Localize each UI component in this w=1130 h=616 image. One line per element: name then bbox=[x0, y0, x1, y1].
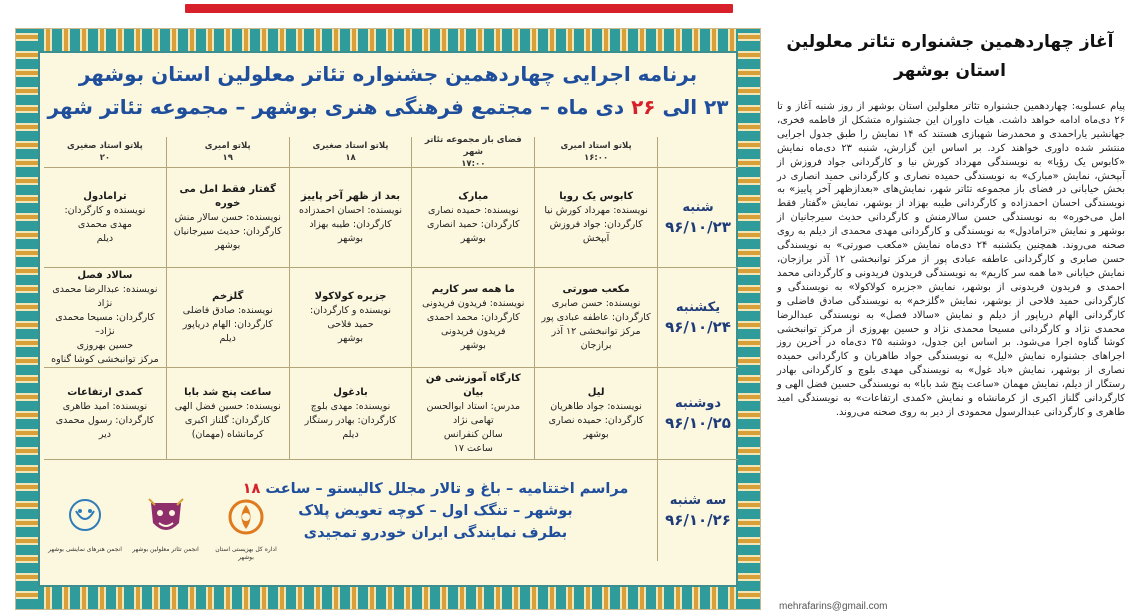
play-detail: کارگردان: الهام دریاپور bbox=[182, 318, 273, 330]
play-detail: نویسنده: حسین فضل الهی bbox=[174, 400, 281, 412]
subtitle-pre: ۲۳ الی bbox=[662, 95, 729, 119]
day-date: ۹۶/۱۰/۲۴ bbox=[665, 317, 731, 336]
decorative-border-top bbox=[16, 29, 760, 51]
performance-cell bbox=[535, 368, 658, 459]
venue-header bbox=[167, 137, 290, 167]
performance-cell bbox=[290, 168, 413, 267]
play-title: مبارک bbox=[458, 190, 489, 202]
performance-cell bbox=[290, 268, 413, 367]
play-detail: دیلم bbox=[342, 428, 359, 440]
venue-time: ۲۰ bbox=[99, 153, 111, 163]
play-detail: نویسنده: حسن سالار منش bbox=[174, 211, 281, 223]
play-detail: کارگردان: حدیث سیرجانیان bbox=[173, 225, 282, 237]
performance-cell bbox=[412, 168, 535, 267]
theater-mask-logo-icon bbox=[145, 497, 187, 543]
performance-cell bbox=[412, 368, 535, 459]
decorative-border-bottom bbox=[16, 587, 760, 609]
welfare-logo bbox=[209, 497, 283, 579]
day-name: سه شنبه bbox=[669, 492, 727, 508]
play-detail: حمید فلاحی bbox=[327, 318, 374, 330]
play-title: ترامادول bbox=[83, 190, 127, 202]
schedule-subtitle bbox=[40, 93, 736, 121]
venue-name: پلاتو استاد صغیری bbox=[66, 141, 143, 151]
venue-header bbox=[290, 137, 413, 167]
day-label bbox=[658, 368, 738, 459]
performance-cell bbox=[167, 268, 290, 367]
play-detail: نویسنده: حسن صابری bbox=[551, 297, 641, 309]
play-detail: نویسنده: احسان احمدزاده bbox=[299, 204, 403, 216]
play-detail: بوشهر bbox=[583, 428, 609, 440]
play-detail: بوشهر bbox=[337, 332, 364, 344]
venue-time: ۱۸ bbox=[345, 153, 356, 163]
venue-name: پلاتو استاد امیری bbox=[560, 141, 632, 151]
welfare-logo-icon bbox=[225, 497, 267, 543]
article-email[interactable]: mehrafarins@gmail.com bbox=[779, 601, 888, 612]
play-detail: نویسنده: صادق فاضلی bbox=[182, 304, 273, 316]
play-title: مکعب صورتی bbox=[562, 283, 630, 295]
play-title: جزیره کولاکولا bbox=[314, 290, 387, 302]
play-detail: نویسنده: امید طاهری bbox=[62, 400, 148, 412]
play-detail: نویسنده و کارگردان: bbox=[64, 204, 146, 216]
play-detail: کارگردان: گلناز اکبری bbox=[184, 414, 271, 426]
closing-venue: مراسم اختتامیه – باغ و تالار مجلل کالیستو – ساعت bbox=[265, 480, 629, 497]
venue-time: ۱۷:۰۰ bbox=[461, 159, 486, 169]
play-title: گلزخم bbox=[212, 290, 244, 302]
venue-time: ۱۶:۰۰ bbox=[584, 153, 609, 163]
decorative-border-left bbox=[16, 29, 38, 609]
venue-time: ۱۹ bbox=[222, 153, 233, 163]
play-title: کابوس یک رویا bbox=[559, 190, 634, 202]
closing-line-2: بوشهر – تنگک اول – کوچه تعویض پلاک bbox=[298, 502, 573, 519]
venue-header bbox=[412, 137, 535, 167]
play-detail: کارگردان: جواد فروزش bbox=[549, 218, 643, 230]
play-detail: نویسنده: جواد طاهریان bbox=[550, 400, 642, 412]
play-title: کارگاه آموزشی فن بیان bbox=[425, 372, 521, 398]
performance-cell bbox=[535, 168, 658, 267]
day-label bbox=[658, 460, 738, 561]
play-detail: دیلم bbox=[96, 232, 114, 244]
play-title: بعد از ظهر آخر پاییز bbox=[301, 190, 400, 202]
performing-arts-logo bbox=[48, 497, 122, 579]
news-article bbox=[775, 22, 1125, 612]
play-detail: کارگردان: حمید انصاری bbox=[427, 218, 520, 230]
table-row bbox=[44, 267, 738, 367]
day-name: یکشنبه bbox=[675, 299, 721, 315]
performance-cell bbox=[44, 368, 167, 459]
play-detail: کارگردان: رسول محمدی bbox=[55, 414, 155, 426]
play-detail: نویسنده: عبدالرضا محمدی نژاد bbox=[52, 283, 158, 309]
play-title: سالاد فصل bbox=[77, 269, 133, 281]
closing-line-3: بطرف نمایندگی ایران خودرو تمجیدی bbox=[303, 524, 568, 541]
article-title: آغاز چهاردهمین جشنواره تئاتر معلولین استان بوشهر bbox=[786, 32, 1114, 81]
play-detail: نویسنده: مهرداد کورش نیا bbox=[544, 204, 648, 216]
play-detail: نویسنده: فریدون فریدونی bbox=[422, 297, 525, 309]
play-detail: کارگردان: حمیده نصاری bbox=[548, 414, 644, 426]
disabled-theater-logo bbox=[129, 497, 203, 579]
play-title: کمدی ارتفاعات bbox=[67, 386, 143, 398]
play-detail: فریدون فریدونی bbox=[441, 325, 506, 337]
day-name: دوشنبه bbox=[674, 395, 722, 411]
venue-name: پلاتو امیری bbox=[204, 141, 251, 151]
closing-line-1 bbox=[243, 478, 629, 500]
day-header-spacer bbox=[658, 137, 738, 167]
performance-cell bbox=[290, 368, 413, 459]
play-detail: مدرس: استاد ابوالحسن تهامی نژاد bbox=[426, 400, 521, 426]
play-detail: بوشهر bbox=[460, 339, 486, 351]
day-label bbox=[658, 268, 738, 367]
performance-cell bbox=[167, 168, 290, 267]
day-label bbox=[658, 168, 738, 267]
play-detail: بوشهر bbox=[337, 232, 364, 244]
play-detail: بوشهر bbox=[215, 239, 241, 251]
venue-name: پلاتو استاد صغیری bbox=[312, 141, 389, 151]
day-name: شنبه bbox=[682, 199, 714, 215]
logo-caption: انجمن هنرهای نمایشی بوشهر bbox=[48, 546, 122, 553]
schedule-title: برنامه اجرایی چهاردهمین جشنواره تئاتر معلولین استان بوشهر bbox=[78, 62, 698, 86]
article-body: پیام عسلویه: چهاردهمین جشنواره تئاتر معلولین استان بوشهر از روز شنبه آغاز و تا ۲۶ دی‌ماه ادامه خواهد داشت. هیات داوران این جشنواره متشکل از فاطمه فخری، جهانشیر یاراحمدی و محمدرضا شهبازی هستند که ۱۴ نمایش را طبق جدول اجرایی منتشر شده داوری خواهند کرد. بر اساس این گزارش، شنبه ۲۳ دی‌ماه نمایش «کابوس یک رؤیا» به نویسندگی مهرداد کورش نیا و کارگردانی جواد فروزش از آبپخش، نمایش «مبارک» به نویسندگی حمیده نصاری و کارگردانی حمید انصاری در بخش خیابانی در فضای باز مجموعه تئاتر شهر، نمایش‌های «بعدازظهر آخر پاییز» به نویسندگی احسان احمدزاده و کارگردانی طیبه بهزاد از بوشهر، نمایش «گفتار فقط امل می‌خوره» به نویسندگی حسن سالارمنش و کارگردانی حدیث سیرجانیان از بوشهر و نمایش «ترامادول» به نویسندگی و کارگردانی مهدی محمدی از دیلم به روی صحنه می‌روند. همچنین یکشنبه ۲۴ دی‌ماه نمایش «مکعب صورتی» به نویسندگی حسن صابری و کارگردانی عاطفه عبادی پور از مرکز توانبخشی ۱۲ آذر برازجان، نمایش خیابانی «ما همه سر کاریم» به نویسندگی فریدون فریدونی و کارگردانی محمد احمدی و فریدون فریدونی از بوشهر، نمایش «جزیره کولاکولا» به نویسندگی و کارگردانی حمید فلاحی از بوشهر، نمایش «گلزخم» به نویسندگی صادق فاضلی و کارگردانی الهام دریاپور از دیلم و نمایش «سالاد فصل» به نویسندگی عبدالرضا محمدی نژاد و کارگردانی مسیحا محمدی نژاد و حسین بهروزی از مرکز توانبخشی کوشا گناوه اجرا می‌شود. بر اساس این جدول، دوشنبه ۲۵ دی‌ماه در آخرین روز اجراهای جشنواره نمایش «لیل» به نویسندگی جواد طاهریان و کارگردانی حمیده نصاری از بوشهر، نمایش «باد غول» به نویسندگی مهدی بلوچ و کارگردانی بهادر رستگار از دیلم، نمایش مهمان «ساعت پنج شد بابا» به نویسندگی حسین فضل الهی و کارگردانی گلناز اکبری از کرمانشاه و نمایش «کمدی ارتفاعات» به نویسندگی امید طاهری و کارگردانی عبدالرسول محمودی از دیر به روی صحنه می‌روند. bbox=[777, 101, 1125, 418]
play-title: ساعت پنج شد بابا bbox=[184, 386, 272, 398]
logo-caption: انجمن تئاتر معلولین بوشهر bbox=[132, 546, 199, 553]
performance-cell bbox=[412, 268, 535, 367]
play-detail: مهدی محمدی bbox=[77, 218, 132, 230]
table-row bbox=[44, 367, 738, 459]
play-detail: کارگردان: عاطفه عبادی پور bbox=[541, 311, 651, 323]
logo-caption: اداره کل بهزیستی استان بوشهر bbox=[215, 546, 277, 561]
play-title: ما همه سر کاریم bbox=[431, 283, 515, 295]
play-title: بادغول bbox=[333, 386, 368, 398]
play-detail: دیر bbox=[98, 428, 111, 440]
play-detail: کارگردان: طیبه بهزاد bbox=[309, 218, 392, 230]
performance-cell bbox=[535, 268, 658, 367]
venue-name: فضای باز مجموعه تئاتر شهر bbox=[424, 135, 522, 157]
play-detail: کارگردان: محمد احمدی bbox=[426, 311, 520, 323]
play-detail: آبپخش bbox=[582, 232, 610, 244]
play-detail: نویسنده: مهدی بلوچ bbox=[310, 400, 391, 412]
play-detail: سالن کنفرانس bbox=[443, 428, 503, 440]
performance-cell bbox=[167, 368, 290, 459]
venue-header bbox=[535, 137, 658, 167]
sponsor-logos bbox=[48, 497, 283, 579]
closing-hour: ۱۸ bbox=[242, 480, 261, 497]
play-detail: کرمانشاه (مهمان) bbox=[191, 428, 264, 440]
day-date: ۹۶/۱۰/۲۳ bbox=[665, 217, 731, 236]
day-date: ۹۶/۱۰/۲۵ bbox=[665, 413, 731, 432]
header-red-bar bbox=[185, 4, 733, 13]
play-detail: حسین بهروزی bbox=[76, 339, 134, 351]
festival-schedule-ad bbox=[15, 28, 761, 610]
play-detail: بوشهر bbox=[460, 232, 486, 244]
table-header-row bbox=[44, 137, 738, 167]
subtitle-post: دی ماه – مجتمع فرهنگی هنری بوشهر – مجموعه تئاتر شهر bbox=[47, 95, 625, 119]
venue-header bbox=[44, 137, 167, 167]
subtitle-end-day: ۲۶ bbox=[631, 95, 656, 119]
play-detail: نویسنده و کارگردان: bbox=[310, 304, 391, 316]
play-title: لیل bbox=[587, 386, 605, 398]
play-detail: مرکز توانبخشی کوشا گناوه bbox=[51, 353, 159, 365]
decorative-border-right bbox=[738, 29, 760, 609]
performance-cell bbox=[44, 268, 167, 367]
performance-cell bbox=[44, 168, 167, 267]
play-detail: دیلم bbox=[219, 332, 236, 344]
schedule-panel bbox=[38, 51, 738, 587]
play-title: گفتار فقط امل می خوره bbox=[179, 183, 276, 209]
play-detail: نویسنده: حمیده نصاری bbox=[427, 204, 519, 216]
play-detail: کارگردان: مسیحا محمدی نژاد– bbox=[55, 311, 155, 337]
play-detail: مرکز توانبخشی ۱۲ آذر برازجان bbox=[551, 325, 641, 351]
performing-arts-logo-icon bbox=[64, 497, 106, 543]
play-detail: کارگردان: بهادر رستگار bbox=[304, 414, 397, 426]
day-date: ۹۶/۱۰/۲۶ bbox=[665, 510, 731, 529]
play-detail: ساعت ۱۷ bbox=[453, 442, 493, 454]
table-row bbox=[44, 167, 738, 267]
